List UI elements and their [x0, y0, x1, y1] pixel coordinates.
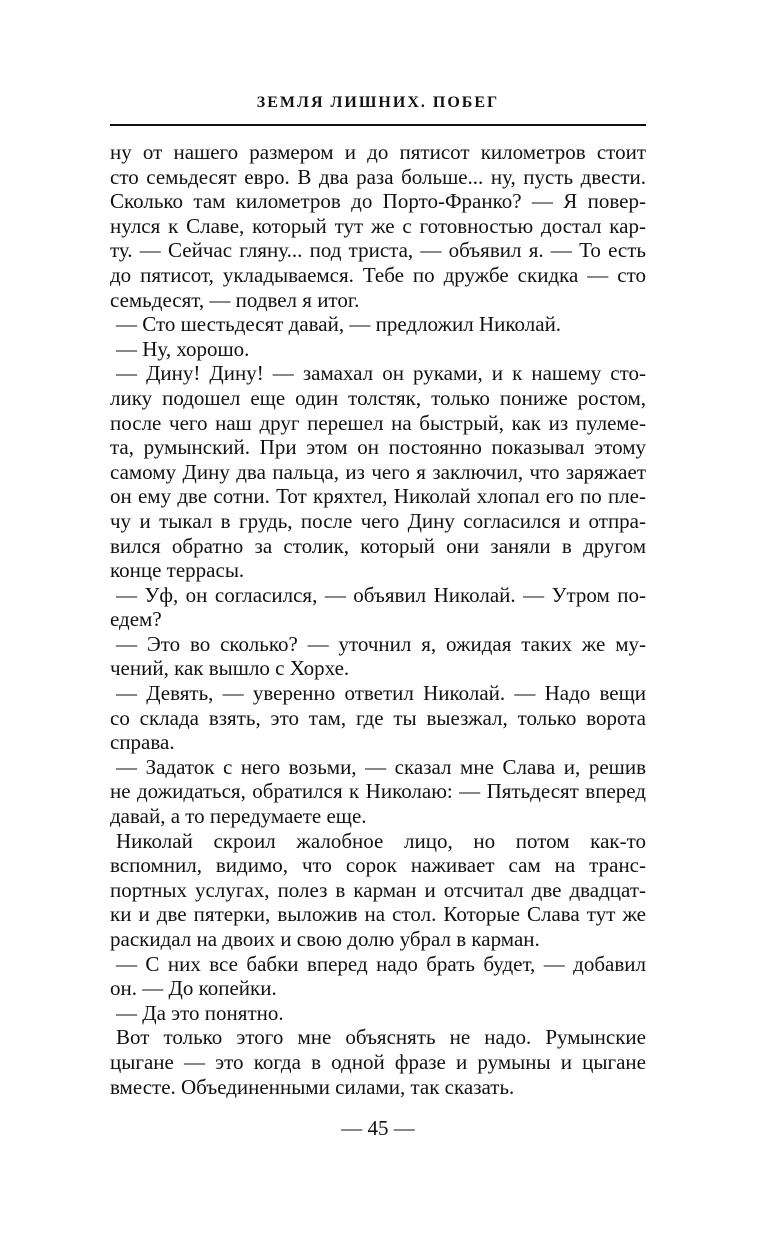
- text-line: — Задаток с него возьми, — сказал мне Слава и, решив: [116, 754, 646, 779]
- text-line: едем?: [110, 607, 162, 632]
- header-rule: [110, 124, 646, 126]
- text-line: вместе. Объединенными силами, так сказать.: [110, 1074, 515, 1099]
- text-line: вспомнил, видимо, что сорок наживает сам на транс-: [110, 853, 646, 878]
- text-line: — Ну, хорошо.: [116, 336, 250, 361]
- text-line: вился обратно за столик, который они заняли в другом: [110, 533, 646, 558]
- text-line: — Дину! Дину! — замахал он руками, и к нашему сто-: [116, 361, 646, 386]
- text-line: сто семьдесят евро. В два раза больше... ну, пусть двести.: [110, 164, 646, 189]
- text-line: ту. — Сейчас гляну... под триста, — объявил я. — То есть: [110, 238, 646, 263]
- text-line: Николай скроил жалобное лицо, но потом как-то: [116, 828, 646, 853]
- text-line: чу и тыкал в грудь, после чего Дину согласился и отпра-: [110, 508, 646, 533]
- text-line: портных услугах, полез в карман и отсчитал две двадцат-: [110, 877, 646, 902]
- text-line: не дожидаться, обратился к Николаю: — Пятьдесят вперед: [110, 779, 646, 804]
- text-line: — Уф, он согласился, — объявил Николай. — Утром по-: [116, 582, 646, 607]
- text-line: после чего наш друг перешел на быстрый, как из пулеме-: [110, 410, 646, 435]
- text-line: лику подошел еще один толстяк, только пониже ростом,: [110, 385, 646, 410]
- page-body: [110, 140, 646, 1099]
- text-line: конце террасы.: [110, 558, 245, 583]
- text-line: Сколько там километров до Порто-Франко? — Я повер-: [110, 189, 646, 214]
- running-title: ЗЕМЛЯ ЛИШНИХ. ПОБЕГ: [256, 94, 500, 111]
- text-line: Вот только этого мне объяснять не надо. Румынские: [116, 1025, 646, 1050]
- text-line: давай, а то передумаете еще.: [110, 804, 367, 829]
- page-number: — 45 —: [341, 1116, 415, 1140]
- text-line: — Да это понятно.: [116, 1000, 284, 1025]
- text-line: до пятисот, укладываемся. Тебе по дружбе скидка — сто: [110, 262, 646, 287]
- text-line: — С них все бабки вперед надо брать будет, — добавил: [116, 951, 646, 976]
- text-line: ки и две пятерки, выложив на стол. Которые Слава тут же: [110, 902, 646, 927]
- text-line: семьдесят, — подвел я итог.: [110, 287, 360, 312]
- text-line: ну от нашего размером и до пятисот километров стоит: [110, 140, 646, 164]
- text-line: чений, как вышло с Хорхе.: [110, 656, 350, 681]
- text-line: раскидал на двоих и свою долю убрал в карман.: [110, 927, 540, 951]
- text-line: — Девять, — уверенно ответил Николай. — Надо вещи: [116, 681, 646, 706]
- text-line: нулся к Славе, который тут же с готовностью достал кар-: [110, 213, 646, 238]
- text-line: цыгане — это когда в одной фразе и румыны и цыгане: [110, 1049, 646, 1074]
- text-line: самому Дину два пальца, из чего я заключил, что заряжает: [110, 459, 646, 484]
- text-line: — Это во сколько? — уточнил я, ожидая таких же му-: [116, 631, 646, 656]
- text-line: справа.: [110, 730, 175, 755]
- text-line: он ему две сотни. Тот кряхтел, Николай хлопал его по пле-: [110, 484, 646, 509]
- text-line: со склада взять, это там, где ты выезжал, только ворота: [110, 705, 646, 730]
- text-line: он. — До копейки.: [110, 976, 277, 1001]
- text-line: та, румынский. При этом он постоянно показывал этому: [110, 435, 646, 460]
- text-line: — Сто шестьдесят давай, — предложил Николай.: [116, 312, 562, 337]
